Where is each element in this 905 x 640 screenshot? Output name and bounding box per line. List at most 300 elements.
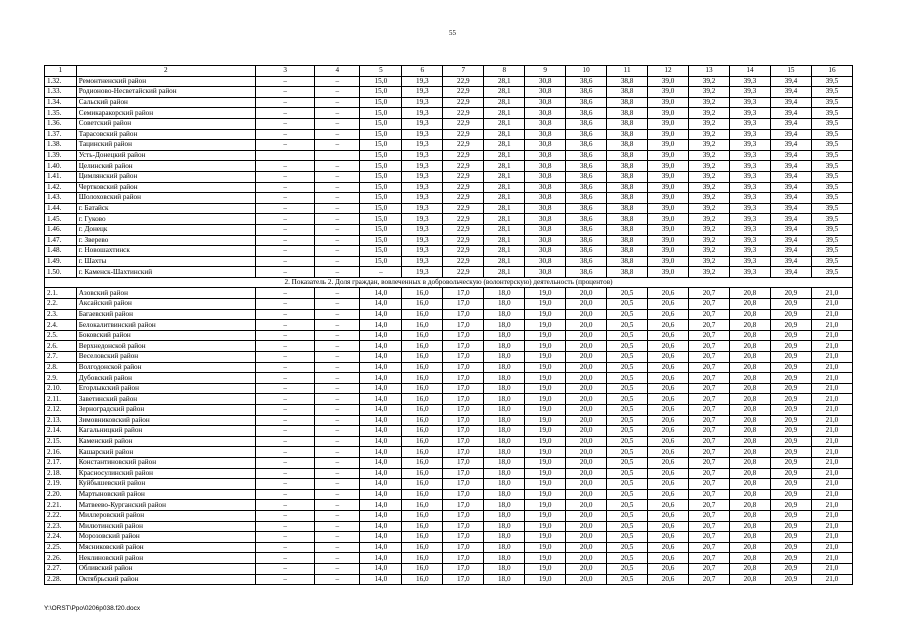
- value-cell: 16,0: [402, 405, 443, 416]
- value-cell: 38,8: [607, 235, 648, 246]
- value-cell: 20,6: [648, 426, 689, 437]
- value-cell: –: [315, 108, 360, 119]
- value-cell: 39,3: [729, 108, 770, 119]
- value-cell: 20,7: [689, 436, 730, 447]
- value-cell: 19,0: [525, 457, 566, 468]
- value-cell: 20,6: [648, 457, 689, 468]
- value-cell: 38,8: [607, 267, 648, 278]
- value-cell: 20,9: [770, 309, 811, 320]
- value-cell: 19,0: [525, 299, 566, 310]
- value-cell: –: [255, 140, 314, 151]
- value-cell: 38,6: [566, 150, 607, 161]
- value-cell: 20,8: [729, 510, 770, 521]
- value-cell: 16,0: [402, 383, 443, 394]
- value-cell: 17,0: [443, 553, 484, 564]
- value-cell: 28,1: [484, 171, 525, 182]
- value-cell: 21,0: [811, 553, 852, 564]
- territory-name: Боковский район: [76, 330, 255, 341]
- value-cell: 20,6: [648, 309, 689, 320]
- value-cell: 39,3: [729, 129, 770, 140]
- value-cell: 17,0: [443, 521, 484, 532]
- value-cell: 16,0: [402, 489, 443, 500]
- value-cell: 20,8: [729, 436, 770, 447]
- value-cell: 20,5: [607, 532, 648, 543]
- value-cell: 16,0: [402, 362, 443, 373]
- value-cell: 20,9: [770, 362, 811, 373]
- value-cell: 18,0: [484, 532, 525, 543]
- value-cell: 22,9: [443, 224, 484, 235]
- value-cell: 20,8: [729, 447, 770, 458]
- value-cell: 39,3: [729, 171, 770, 182]
- value-cell: 39,3: [729, 182, 770, 193]
- territory-name: Багаевский район: [76, 309, 255, 320]
- value-cell: 38,8: [607, 140, 648, 151]
- value-cell: 21,0: [811, 457, 852, 468]
- value-cell: 20,9: [770, 489, 811, 500]
- value-cell: –: [315, 330, 360, 341]
- row-number: 2.23.: [45, 521, 77, 532]
- territory-name: Шолоховский район: [76, 193, 255, 204]
- value-cell: 39,0: [648, 118, 689, 129]
- value-cell: 14,0: [360, 330, 402, 341]
- value-cell: 20,5: [607, 299, 648, 310]
- value-cell: –: [315, 235, 360, 246]
- value-cell: 39,5: [811, 97, 852, 108]
- row-number: 1.45.: [45, 214, 77, 225]
- value-cell: 28,1: [484, 267, 525, 278]
- value-cell: 20,6: [648, 373, 689, 384]
- table-row: [45, 457, 853, 468]
- value-cell: 18,0: [484, 574, 525, 585]
- table-row: [45, 171, 853, 182]
- value-cell: 18,0: [484, 394, 525, 405]
- territory-name: Кашарский район: [76, 447, 255, 458]
- value-cell: 17,0: [443, 330, 484, 341]
- value-cell: –: [255, 320, 314, 331]
- value-cell: 39,5: [811, 203, 852, 214]
- value-cell: 20,6: [648, 341, 689, 352]
- value-cell: 20,8: [729, 468, 770, 479]
- row-number: 1.39.: [45, 150, 77, 161]
- value-cell: 39,5: [811, 182, 852, 193]
- table-row: [45, 320, 853, 331]
- value-cell: 39,2: [689, 256, 730, 267]
- table-row: [45, 330, 853, 341]
- column-number: 2: [76, 66, 255, 77]
- value-cell: 20,6: [648, 500, 689, 511]
- value-cell: 17,0: [443, 288, 484, 299]
- value-cell: –: [255, 171, 314, 182]
- table-row: [45, 76, 853, 87]
- value-cell: 17,0: [443, 574, 484, 585]
- value-cell: 20,7: [689, 426, 730, 437]
- table-row: [45, 267, 853, 278]
- value-cell: 22,9: [443, 161, 484, 172]
- value-cell: 30,8: [525, 87, 566, 98]
- value-cell: 20,8: [729, 532, 770, 543]
- table-row: [45, 405, 853, 416]
- value-cell: 18,0: [484, 447, 525, 458]
- value-cell: –: [255, 330, 314, 341]
- value-cell: –: [315, 140, 360, 151]
- value-cell: –: [255, 574, 314, 585]
- value-cell: 18,0: [484, 563, 525, 574]
- value-cell: 21,0: [811, 563, 852, 574]
- value-cell: 20,6: [648, 299, 689, 310]
- value-cell: 16,0: [402, 500, 443, 511]
- value-cell: 39,2: [689, 97, 730, 108]
- value-cell: 15,0: [360, 87, 402, 98]
- value-cell: –: [315, 171, 360, 182]
- row-number: 1.41.: [45, 171, 77, 182]
- table-row: [45, 373, 853, 384]
- value-cell: –: [255, 383, 314, 394]
- value-cell: 19,3: [402, 203, 443, 214]
- value-cell: 30,8: [525, 97, 566, 108]
- value-cell: 15,0: [360, 193, 402, 204]
- territory-name: Заветинский район: [76, 394, 255, 405]
- value-cell: 21,0: [811, 309, 852, 320]
- value-cell: 20,9: [770, 426, 811, 437]
- value-cell: 38,6: [566, 214, 607, 225]
- value-cell: 14,0: [360, 426, 402, 437]
- value-cell: –: [315, 394, 360, 405]
- row-number: 1.40.: [45, 161, 77, 172]
- territory-name: Морозовский район: [76, 532, 255, 543]
- value-cell: 19,3: [402, 161, 443, 172]
- value-cell: 17,0: [443, 426, 484, 437]
- value-cell: 39,4: [770, 214, 811, 225]
- value-cell: 17,0: [443, 563, 484, 574]
- value-cell: –: [255, 267, 314, 278]
- value-cell: 39,4: [770, 76, 811, 87]
- row-number: 2.14.: [45, 426, 77, 437]
- value-cell: 19,0: [525, 373, 566, 384]
- value-cell: 20,7: [689, 447, 730, 458]
- value-cell: 20,8: [729, 362, 770, 373]
- value-cell: 20,6: [648, 330, 689, 341]
- value-cell: 39,0: [648, 193, 689, 204]
- territory-name: Волгодонской район: [76, 362, 255, 373]
- value-cell: 39,5: [811, 235, 852, 246]
- value-cell: 22,9: [443, 182, 484, 193]
- value-cell: 30,8: [525, 182, 566, 193]
- territory-name: г. Донецк: [76, 224, 255, 235]
- row-number: 2.17.: [45, 457, 77, 468]
- value-cell: –: [360, 267, 402, 278]
- value-cell: 39,5: [811, 193, 852, 204]
- value-cell: 20,7: [689, 309, 730, 320]
- table-row: [45, 352, 853, 363]
- value-cell: 39,0: [648, 140, 689, 151]
- value-cell: 18,0: [484, 330, 525, 341]
- value-cell: 14,0: [360, 457, 402, 468]
- value-cell: –: [315, 320, 360, 331]
- value-cell: 19,0: [525, 330, 566, 341]
- value-cell: 20,0: [566, 288, 607, 299]
- value-cell: 39,4: [770, 246, 811, 257]
- value-cell: 38,8: [607, 108, 648, 119]
- value-cell: 20,5: [607, 574, 648, 585]
- territory-name: Обливский район: [76, 563, 255, 574]
- value-cell: –: [255, 288, 314, 299]
- column-number-row: [45, 66, 853, 77]
- value-cell: 39,4: [770, 140, 811, 151]
- territory-name: г. Батайск: [76, 203, 255, 214]
- column-number: 10: [566, 66, 607, 77]
- row-number: 2.13.: [45, 415, 77, 426]
- value-cell: 15,0: [360, 214, 402, 225]
- value-cell: 20,6: [648, 415, 689, 426]
- value-cell: 14,0: [360, 341, 402, 352]
- column-number: 5: [360, 66, 402, 77]
- value-cell: 20,6: [648, 479, 689, 490]
- value-cell: 20,7: [689, 415, 730, 426]
- value-cell: 20,0: [566, 352, 607, 363]
- value-cell: 39,2: [689, 267, 730, 278]
- value-cell: 19,0: [525, 352, 566, 363]
- value-cell: 20,8: [729, 394, 770, 405]
- value-cell: 16,0: [402, 521, 443, 532]
- value-cell: –: [315, 129, 360, 140]
- value-cell: –: [315, 383, 360, 394]
- value-cell: 39,4: [770, 256, 811, 267]
- value-cell: 20,7: [689, 383, 730, 394]
- value-cell: 17,0: [443, 468, 484, 479]
- value-cell: 19,0: [525, 521, 566, 532]
- territory-name: Милютинский район: [76, 521, 255, 532]
- territory-name: Целинский район: [76, 161, 255, 172]
- value-cell: 39,2: [689, 129, 730, 140]
- value-cell: 38,6: [566, 97, 607, 108]
- value-cell: 18,0: [484, 341, 525, 352]
- value-cell: 15,0: [360, 246, 402, 257]
- value-cell: 20,7: [689, 394, 730, 405]
- value-cell: 39,0: [648, 235, 689, 246]
- row-number: 2.28.: [45, 574, 77, 585]
- value-cell: –: [255, 373, 314, 384]
- value-cell: 20,7: [689, 457, 730, 468]
- row-number: 2.21.: [45, 500, 77, 511]
- value-cell: 19,0: [525, 553, 566, 564]
- value-cell: 30,8: [525, 256, 566, 267]
- value-cell: 38,6: [566, 182, 607, 193]
- value-cell: 39,3: [729, 267, 770, 278]
- value-cell: 30,8: [525, 171, 566, 182]
- table-row: [45, 489, 853, 500]
- value-cell: 20,0: [566, 299, 607, 310]
- value-cell: 16,0: [402, 394, 443, 405]
- territory-name: Верхнедонской район: [76, 341, 255, 352]
- value-cell: 14,0: [360, 299, 402, 310]
- territory-name: Чертковский район: [76, 182, 255, 193]
- value-cell: 20,5: [607, 320, 648, 331]
- value-cell: 39,4: [770, 224, 811, 235]
- value-cell: 18,0: [484, 542, 525, 553]
- value-cell: 20,5: [607, 457, 648, 468]
- value-cell: 39,5: [811, 246, 852, 257]
- row-number: 2.10.: [45, 383, 77, 394]
- row-number: 2.7.: [45, 352, 77, 363]
- value-cell: 20,9: [770, 299, 811, 310]
- value-cell: 21,0: [811, 447, 852, 458]
- value-cell: 39,3: [729, 214, 770, 225]
- territory-name: Миллеровский район: [76, 510, 255, 521]
- territory-name: Красносулинский район: [76, 468, 255, 479]
- value-cell: 20,7: [689, 510, 730, 521]
- value-cell: 28,1: [484, 182, 525, 193]
- value-cell: 38,8: [607, 171, 648, 182]
- value-cell: 39,0: [648, 97, 689, 108]
- value-cell: 16,0: [402, 457, 443, 468]
- value-cell: 39,4: [770, 108, 811, 119]
- value-cell: 20,9: [770, 553, 811, 564]
- value-cell: 39,4: [770, 182, 811, 193]
- value-cell: 20,5: [607, 563, 648, 574]
- value-cell: 20,0: [566, 426, 607, 437]
- value-cell: 17,0: [443, 394, 484, 405]
- value-cell: 28,1: [484, 193, 525, 204]
- value-cell: 39,4: [770, 267, 811, 278]
- value-cell: 21,0: [811, 532, 852, 543]
- table-row: [45, 415, 853, 426]
- value-cell: 20,7: [689, 288, 730, 299]
- value-cell: 39,4: [770, 161, 811, 172]
- value-cell: –: [315, 352, 360, 363]
- value-cell: 14,0: [360, 521, 402, 532]
- value-cell: 39,3: [729, 224, 770, 235]
- value-cell: –: [315, 299, 360, 310]
- value-cell: 20,0: [566, 521, 607, 532]
- value-cell: –: [255, 362, 314, 373]
- value-cell: 20,9: [770, 563, 811, 574]
- value-cell: 21,0: [811, 288, 852, 299]
- value-cell: 20,6: [648, 468, 689, 479]
- value-cell: 28,1: [484, 97, 525, 108]
- value-cell: 20,0: [566, 532, 607, 543]
- value-cell: 20,8: [729, 426, 770, 437]
- column-number: 7: [443, 66, 484, 77]
- value-cell: 20,9: [770, 479, 811, 490]
- value-cell: 20,5: [607, 500, 648, 511]
- value-cell: 20,8: [729, 457, 770, 468]
- row-number: 2.20.: [45, 489, 77, 500]
- value-cell: 39,2: [689, 203, 730, 214]
- value-cell: 22,9: [443, 246, 484, 257]
- value-cell: 19,0: [525, 394, 566, 405]
- value-cell: 20,9: [770, 352, 811, 363]
- row-number: 2.19.: [45, 479, 77, 490]
- value-cell: 15,0: [360, 118, 402, 129]
- row-number: 1.33.: [45, 87, 77, 98]
- value-cell: 19,3: [402, 246, 443, 257]
- value-cell: 18,0: [484, 373, 525, 384]
- table-row: [45, 383, 853, 394]
- value-cell: 21,0: [811, 521, 852, 532]
- row-number: 2.22.: [45, 510, 77, 521]
- value-cell: 18,0: [484, 457, 525, 468]
- value-cell: 17,0: [443, 383, 484, 394]
- value-cell: 20,9: [770, 394, 811, 405]
- table-row: [45, 224, 853, 235]
- value-cell: 20,7: [689, 330, 730, 341]
- territory-name: Каменский район: [76, 436, 255, 447]
- value-cell: 39,0: [648, 214, 689, 225]
- value-cell: 20,7: [689, 574, 730, 585]
- value-cell: –: [315, 309, 360, 320]
- value-cell: [255, 150, 314, 161]
- value-cell: –: [315, 97, 360, 108]
- value-cell: 39,3: [729, 235, 770, 246]
- value-cell: 20,0: [566, 373, 607, 384]
- value-cell: –: [255, 182, 314, 193]
- value-cell: 19,3: [402, 76, 443, 87]
- value-cell: –: [255, 87, 314, 98]
- section-row: [45, 277, 853, 288]
- value-cell: 17,0: [443, 532, 484, 543]
- value-cell: 38,6: [566, 76, 607, 87]
- value-cell: 20,0: [566, 457, 607, 468]
- value-cell: 39,2: [689, 87, 730, 98]
- value-cell: 22,9: [443, 150, 484, 161]
- value-cell: –: [315, 521, 360, 532]
- value-cell: 20,5: [607, 468, 648, 479]
- value-cell: 20,6: [648, 352, 689, 363]
- value-cell: –: [315, 288, 360, 299]
- value-cell: –: [315, 426, 360, 437]
- value-cell: 19,0: [525, 426, 566, 437]
- value-cell: 20,9: [770, 542, 811, 553]
- value-cell: 22,9: [443, 76, 484, 87]
- table-row: [45, 299, 853, 310]
- value-cell: 20,6: [648, 383, 689, 394]
- value-cell: 16,0: [402, 553, 443, 564]
- value-cell: 38,6: [566, 108, 607, 119]
- value-cell: 20,9: [770, 521, 811, 532]
- value-cell: 20,8: [729, 489, 770, 500]
- value-cell: 38,8: [607, 246, 648, 257]
- value-cell: 39,3: [729, 87, 770, 98]
- value-cell: 22,9: [443, 235, 484, 246]
- value-cell: 22,9: [443, 129, 484, 140]
- value-cell: 20,6: [648, 574, 689, 585]
- value-cell: 20,8: [729, 352, 770, 363]
- value-cell: 18,0: [484, 489, 525, 500]
- value-cell: 20,7: [689, 563, 730, 574]
- value-cell: 20,0: [566, 479, 607, 490]
- value-cell: –: [255, 479, 314, 490]
- file-path-footer: Y:\ORST\Ppo\0206p038.f20.docx: [44, 605, 141, 612]
- value-cell: 28,1: [484, 140, 525, 151]
- value-cell: 14,0: [360, 574, 402, 585]
- value-cell: 21,0: [811, 394, 852, 405]
- table-row: [45, 553, 853, 564]
- value-cell: 38,8: [607, 76, 648, 87]
- value-cell: 14,0: [360, 415, 402, 426]
- value-cell: 20,5: [607, 542, 648, 553]
- value-cell: 19,0: [525, 447, 566, 458]
- value-cell: 17,0: [443, 436, 484, 447]
- value-cell: 19,3: [402, 87, 443, 98]
- value-cell: 39,5: [811, 108, 852, 119]
- value-cell: 21,0: [811, 320, 852, 331]
- value-cell: 19,3: [402, 193, 443, 204]
- value-cell: –: [315, 193, 360, 204]
- value-cell: 20,7: [689, 532, 730, 543]
- territory-name: Мясниковский район: [76, 542, 255, 553]
- value-cell: 20,5: [607, 309, 648, 320]
- value-cell: –: [255, 436, 314, 447]
